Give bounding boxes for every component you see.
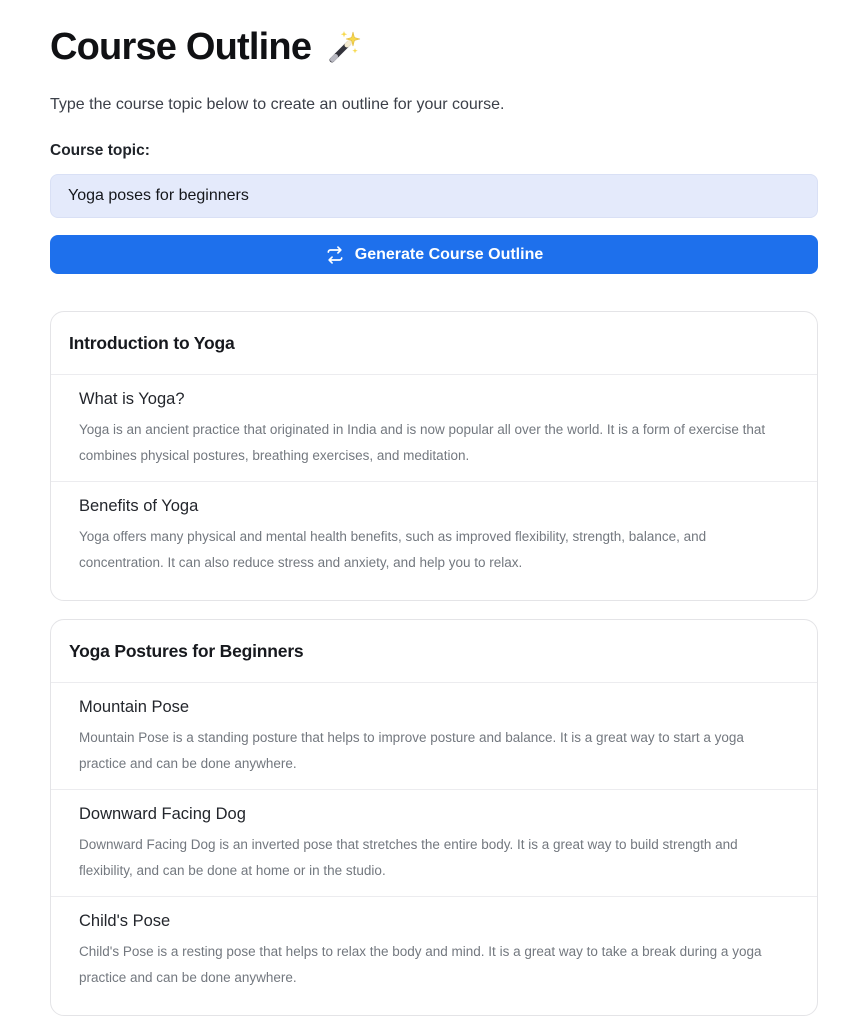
outline-item-description: Yoga offers many physical and mental health benefits, such as improved flexibility, strength, balance, and concentration. It can also reduce stress and anxiety, and help you to relax.	[79, 529, 707, 570]
outline-item-description: Child's Pose is a resting pose that helps to relax the body and mind. It is a great way to take a break during a yoga practice and can be done anywhere.	[79, 944, 762, 985]
outline-item-title: Child's Pose	[79, 912, 171, 930]
page-title	[50, 26, 818, 69]
outline-item	[51, 789, 817, 896]
outline-item	[51, 481, 817, 600]
outline-item-title: Benefits of Yoga	[79, 497, 199, 515]
section-title: Yoga Postures for Beginners	[69, 641, 304, 661]
section-items	[51, 374, 817, 600]
magic-wand-icon	[323, 29, 361, 67]
course-topic-input[interactable]	[50, 174, 818, 218]
course-outline-sections	[50, 311, 818, 1016]
outline-item-description: Downward Facing Dog is an inverted pose that stretches the entire body. It is a great way to build strength and flexibility, and can be done at home or in the studio.	[79, 837, 738, 878]
course-topic-label: Course topic:	[50, 142, 150, 159]
outline-item-title: Mountain Pose	[79, 698, 190, 716]
outline-section-card	[50, 619, 818, 1016]
outline-item	[51, 896, 817, 1015]
section-title: Introduction to Yoga	[69, 333, 235, 353]
outline-item	[51, 682, 817, 789]
outline-item-description: Mountain Pose is a standing posture that helps to improve posture and balance. It is a great way to start a yoga practice and can be done anywhere.	[79, 730, 744, 771]
page-title-text: Course Outline	[50, 26, 312, 68]
outline-item	[51, 374, 817, 481]
page-subtitle: Type the course topic below to create an outline for your course.	[50, 96, 505, 113]
outline-item-title: Downward Facing Dog	[79, 805, 246, 823]
outline-section-card	[50, 311, 818, 601]
section-items	[51, 682, 817, 1015]
outline-item-title: What is Yoga?	[79, 390, 185, 408]
generate-course-outline-button[interactable]	[50, 235, 818, 274]
repeat-icon	[325, 245, 345, 265]
outline-item-description: Yoga is an ancient practice that originated in India and is now popular all over the world. It is a form of exercise that combines physical postures, breathing exercises, and meditation.	[79, 422, 766, 463]
generate-button-label: Generate Course Outline	[354, 245, 544, 263]
